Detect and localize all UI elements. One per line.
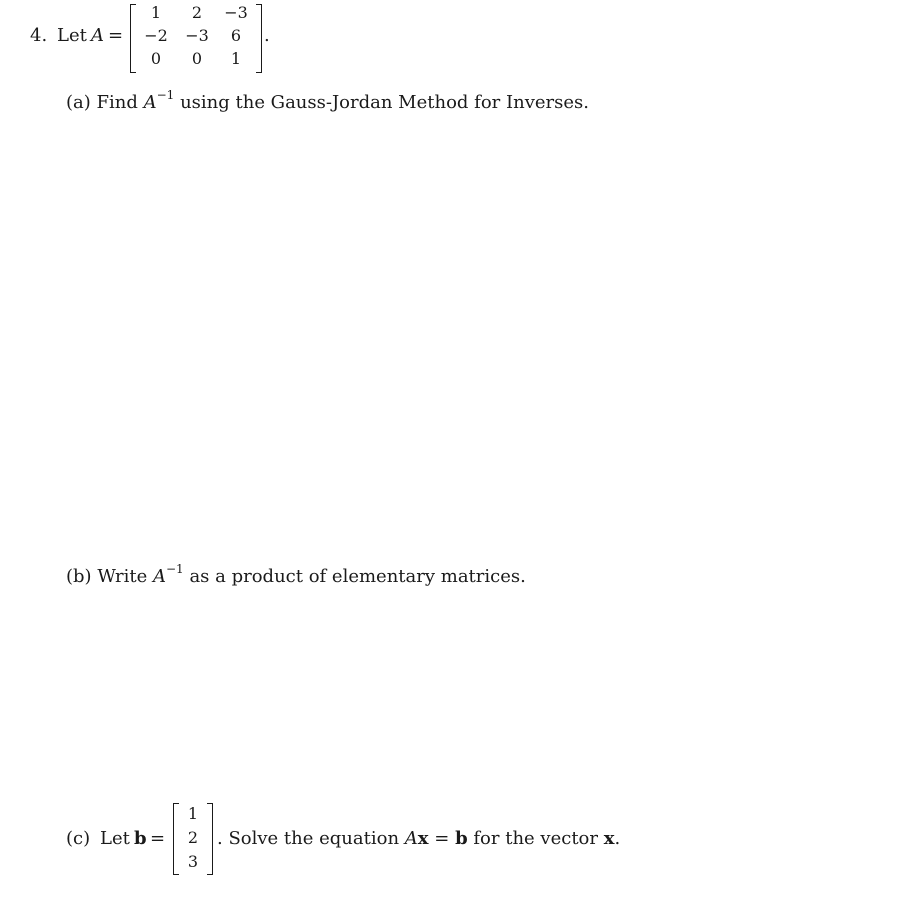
let-text: Let: [57, 25, 87, 46]
equation-b: b: [455, 828, 468, 849]
vector-b-name: b: [134, 828, 147, 849]
end-period: .: [264, 25, 270, 46]
part-b: [66, 562, 526, 588]
vector-cell: 3: [187, 852, 199, 871]
right-bracket: [207, 803, 213, 875]
right-bracket: [256, 4, 262, 73]
problem-number: 4.: [30, 25, 48, 46]
matrix-cell: 2: [191, 3, 203, 22]
matrix-cell: −3: [185, 26, 209, 45]
final-x: x: [603, 828, 615, 849]
matrix-cell: 6: [230, 26, 242, 45]
equals-sign: =: [108, 25, 124, 46]
equation-x: x: [417, 828, 429, 849]
final-period: .: [614, 828, 621, 849]
part-a-label: (a): [66, 92, 91, 113]
inverse-superscript: −1: [156, 88, 175, 102]
part-b-label: (b): [66, 566, 92, 587]
inverse-superscript: −1: [166, 562, 184, 576]
matrix-cell: 0: [191, 49, 203, 68]
matrix-cell: 0: [150, 49, 162, 68]
equation-equals: =: [434, 828, 450, 849]
part-c-let: Let: [100, 828, 130, 849]
part-b-var: A: [153, 566, 166, 587]
vector-cell: 1: [187, 804, 199, 823]
matrix-cell: 1: [230, 49, 242, 68]
part-a-post: using the Gauss-Jordan Method for Inverses.: [180, 92, 589, 113]
part-c-label: (c): [66, 828, 91, 849]
equation-a: A: [404, 828, 418, 849]
part-a: [66, 88, 589, 114]
part-b-post: as a product of elementary matrices.: [189, 566, 526, 587]
part-c-sentence-2: for the vector: [473, 828, 598, 849]
part-c-sentence-1: . Solve the equation: [217, 828, 400, 849]
matrix-cell: −2: [144, 26, 168, 45]
part-b-pre: Write: [97, 566, 148, 587]
part-a-var: A: [143, 92, 157, 113]
variable-a: A: [91, 25, 104, 46]
matrix-cell: −3: [224, 3, 248, 22]
part-c-sentence: [217, 828, 620, 850]
part-a-pre: Find: [96, 92, 138, 113]
vector-cell: 2: [187, 828, 199, 847]
left-bracket: [130, 4, 136, 73]
equals-sign: =: [150, 828, 166, 849]
matrix-cell: 1: [150, 3, 162, 22]
